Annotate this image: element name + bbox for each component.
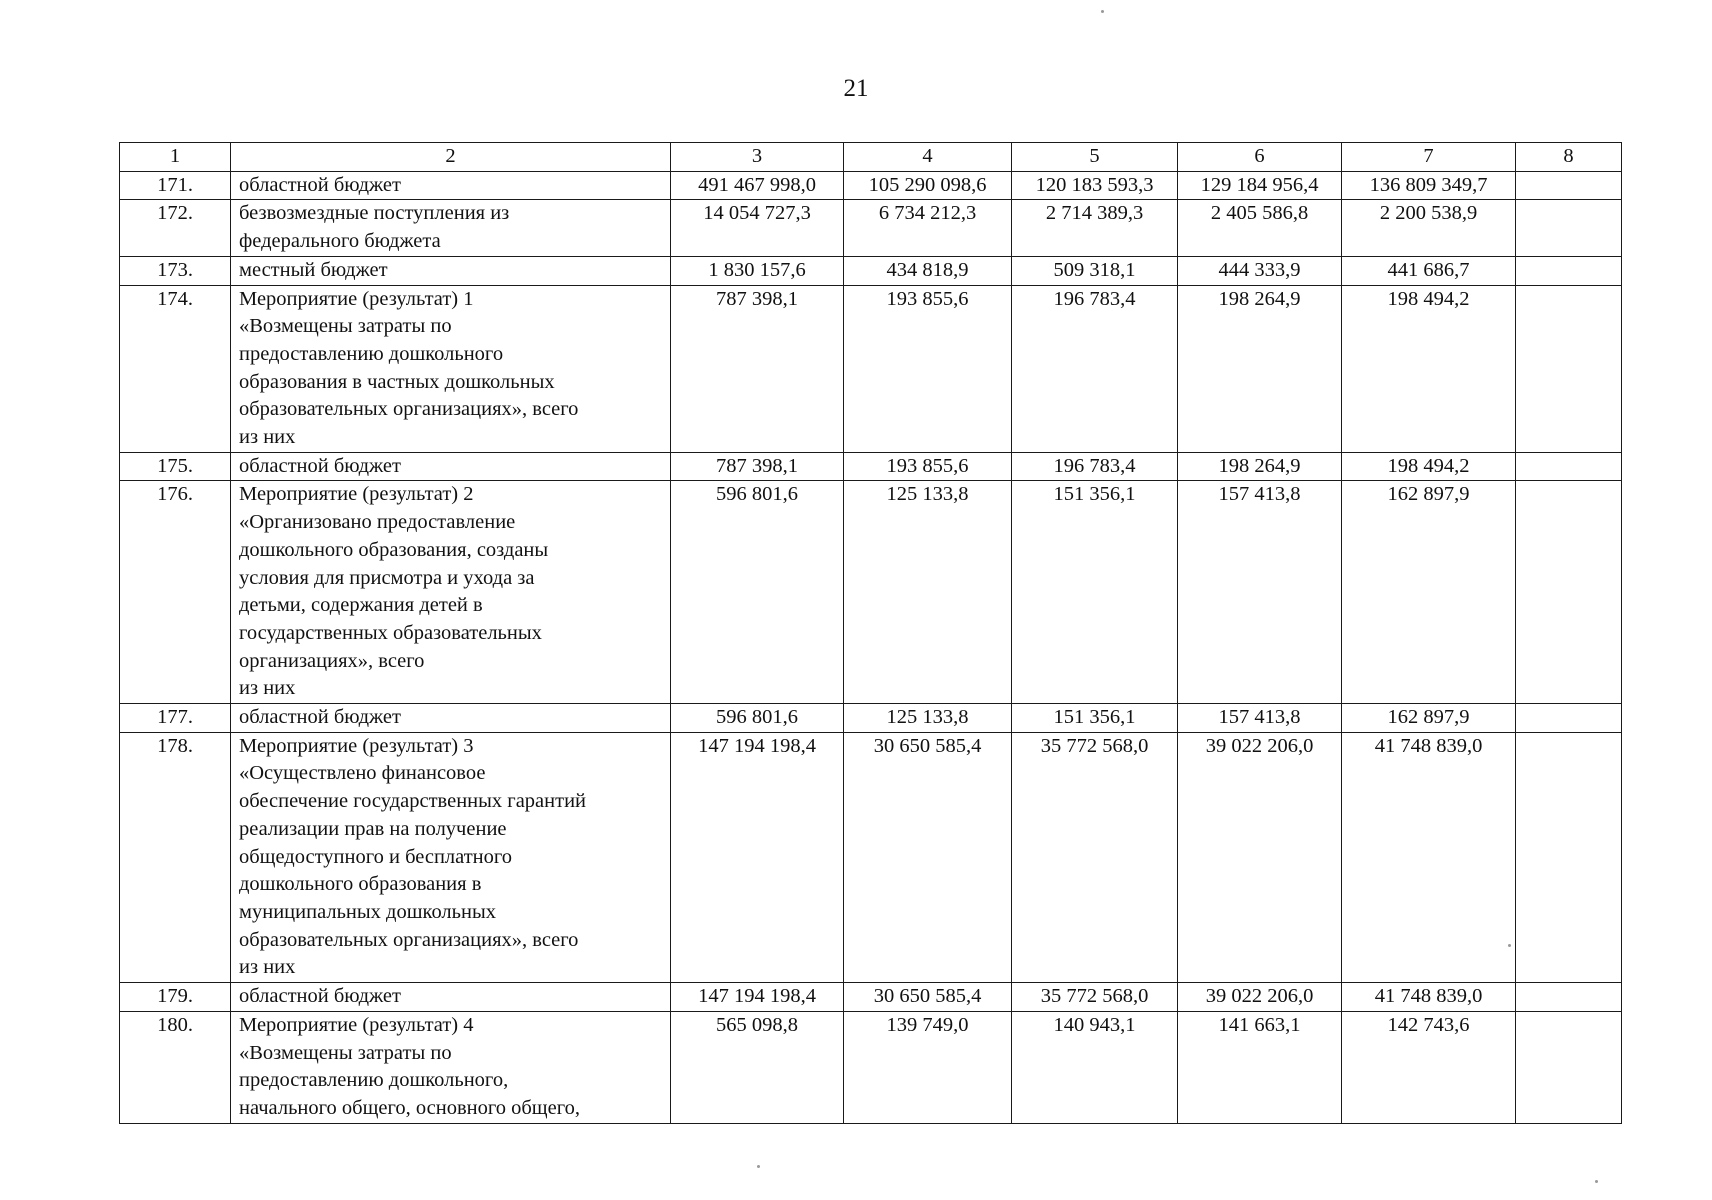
description-line: местный бюджет [239, 258, 388, 281]
row-description [231, 983, 671, 1012]
value-cell-col-5: 151 356,1 [1012, 481, 1178, 704]
value-cell-col-5: 120 183 593,3 [1012, 171, 1178, 200]
description-line: образования в частных дошкольных [239, 370, 555, 393]
table-row [120, 171, 1622, 200]
description-line: областной бюджет [239, 985, 401, 1008]
value-cell-col-5: 2 714 389,3 [1012, 200, 1178, 256]
row-description [231, 1011, 671, 1123]
scan-speck [1508, 944, 1511, 947]
budget-table [119, 142, 1622, 1124]
row-number: 176. [120, 481, 231, 704]
value-cell-col-8 [1516, 983, 1622, 1012]
page-number: 21 [843, 75, 869, 102]
table-row [120, 285, 1622, 452]
value-cell-col-5: 196 783,4 [1012, 452, 1178, 481]
description-line: областной бюджет [239, 706, 401, 729]
value-cell-col-3: 1 830 157,6 [671, 256, 844, 285]
value-cell-col-4: 193 855,6 [844, 285, 1012, 452]
description-line: из них [239, 677, 296, 700]
description-line: из них [239, 426, 296, 449]
description-line: государственных образовательных [239, 621, 542, 644]
value-cell-col-5: 151 356,1 [1012, 704, 1178, 733]
column-header: 6 [1178, 143, 1342, 172]
value-cell-col-4: 30 650 585,4 [844, 983, 1012, 1012]
row-number: 178. [120, 732, 231, 982]
value-cell-col-6: 157 413,8 [1178, 481, 1342, 704]
value-cell-col-5: 196 783,4 [1012, 285, 1178, 452]
row-description [231, 171, 671, 200]
value-cell-col-5: 509 318,1 [1012, 256, 1178, 285]
description-line: общедоступного и бесплатного [239, 845, 513, 868]
value-cell-col-6: 141 663,1 [1178, 1011, 1342, 1123]
column-header: 8 [1516, 143, 1622, 172]
row-description [231, 732, 671, 982]
value-cell-col-3: 14 054 727,3 [671, 200, 844, 256]
value-cell-col-7: 41 748 839,0 [1342, 732, 1516, 982]
value-cell-col-6: 198 264,9 [1178, 285, 1342, 452]
scan-speck [1101, 10, 1104, 13]
description-line: безвозмездные поступления из [239, 202, 510, 225]
row-number: 177. [120, 704, 231, 733]
scan-speck [1595, 1180, 1598, 1183]
column-header: 4 [844, 143, 1012, 172]
row-number: 180. [120, 1011, 231, 1123]
description-line: обеспечение государственных гарантий [239, 790, 587, 813]
value-cell-col-5: 140 943,1 [1012, 1011, 1178, 1123]
row-description [231, 256, 671, 285]
value-cell-col-7: 198 494,2 [1342, 285, 1516, 452]
value-cell-col-8 [1516, 171, 1622, 200]
value-cell-col-6: 157 413,8 [1178, 704, 1342, 733]
description-line: предоставлению дошкольного, [239, 1069, 509, 1092]
value-cell-col-3: 491 467 998,0 [671, 171, 844, 200]
table-row [120, 983, 1622, 1012]
description-line: «Организовано предоставление [239, 511, 516, 534]
value-cell-col-8 [1516, 732, 1622, 982]
column-header: 3 [671, 143, 844, 172]
value-cell-col-8 [1516, 481, 1622, 704]
description-line: «Осуществлено финансовое [239, 762, 486, 785]
value-cell-col-7: 162 897,9 [1342, 704, 1516, 733]
description-line: областной бюджет [239, 454, 401, 477]
value-cell-col-8 [1516, 200, 1622, 256]
row-number: 173. [120, 256, 231, 285]
description-line: реализации прав на получение [239, 817, 507, 840]
table-row [120, 256, 1622, 285]
description-line: предоставлению дошкольного [239, 342, 504, 365]
description-line: «Возмещены затраты по [239, 315, 452, 338]
value-cell-col-5: 35 772 568,0 [1012, 983, 1178, 1012]
value-cell-col-4: 193 855,6 [844, 452, 1012, 481]
description-line: федерального бюджета [239, 230, 441, 253]
value-cell-col-8 [1516, 1011, 1622, 1123]
row-description [231, 452, 671, 481]
column-header: 2 [231, 143, 671, 172]
value-cell-col-3: 596 801,6 [671, 481, 844, 704]
value-cell-col-3: 787 398,1 [671, 452, 844, 481]
row-description [231, 200, 671, 256]
value-cell-col-6: 129 184 956,4 [1178, 171, 1342, 200]
row-number: 179. [120, 983, 231, 1012]
row-description [231, 481, 671, 704]
value-cell-col-7: 2 200 538,9 [1342, 200, 1516, 256]
row-number: 174. [120, 285, 231, 452]
value-cell-col-3: 147 194 198,4 [671, 732, 844, 982]
value-cell-col-7: 162 897,9 [1342, 481, 1516, 704]
value-cell-col-8 [1516, 452, 1622, 481]
value-cell-col-4: 125 133,8 [844, 481, 1012, 704]
description-line: детьми, содержания детей в [239, 594, 483, 617]
value-cell-col-6: 444 333,9 [1178, 256, 1342, 285]
value-cell-col-3: 787 398,1 [671, 285, 844, 452]
table-row [120, 704, 1622, 733]
value-cell-col-7: 142 743,6 [1342, 1011, 1516, 1123]
description-line: Мероприятие (результат) 3 [239, 734, 474, 757]
value-cell-col-8 [1516, 256, 1622, 285]
description-line: образовательных организациях», всего [239, 928, 579, 951]
row-description [231, 704, 671, 733]
column-header: 7 [1342, 143, 1516, 172]
description-line: Мероприятие (результат) 2 [239, 483, 474, 506]
value-cell-col-3: 147 194 198,4 [671, 983, 844, 1012]
description-line: областной бюджет [239, 173, 401, 196]
value-cell-col-4: 6 734 212,3 [844, 200, 1012, 256]
description-line: дошкольного образования, созданы [239, 538, 549, 561]
value-cell-col-4: 30 650 585,4 [844, 732, 1012, 982]
value-cell-col-8 [1516, 285, 1622, 452]
value-cell-col-6: 39 022 206,0 [1178, 983, 1342, 1012]
scan-speck [757, 1165, 760, 1168]
description-line: начального общего, основного общего, [239, 1096, 580, 1119]
table-row [120, 452, 1622, 481]
value-cell-col-6: 2 405 586,8 [1178, 200, 1342, 256]
description-line: муниципальных дошкольных [239, 900, 496, 923]
description-line: Мероприятие (результат) 1 [239, 287, 474, 310]
description-line: дошкольного образования в [239, 873, 482, 896]
value-cell-col-5: 35 772 568,0 [1012, 732, 1178, 982]
description-line: Мероприятие (результат) 4 [239, 1013, 474, 1036]
description-line: организациях», всего [239, 649, 425, 672]
value-cell-col-4: 434 818,9 [844, 256, 1012, 285]
description-line: «Возмещены затраты по [239, 1041, 452, 1064]
row-number: 171. [120, 171, 231, 200]
row-description [231, 285, 671, 452]
value-cell-col-4: 105 290 098,6 [844, 171, 1012, 200]
description-line: условия для присмотра и ухода за [239, 566, 535, 589]
table-row [120, 732, 1622, 982]
value-cell-col-4: 139 749,0 [844, 1011, 1012, 1123]
table-row [120, 200, 1622, 256]
column-header: 1 [120, 143, 231, 172]
value-cell-col-6: 198 264,9 [1178, 452, 1342, 481]
column-header: 5 [1012, 143, 1178, 172]
value-cell-col-6: 39 022 206,0 [1178, 732, 1342, 982]
header-row [120, 143, 1622, 172]
description-line: образовательных организациях», всего [239, 398, 579, 421]
value-cell-col-7: 198 494,2 [1342, 452, 1516, 481]
value-cell-col-3: 565 098,8 [671, 1011, 844, 1123]
value-cell-col-7: 441 686,7 [1342, 256, 1516, 285]
table-row [120, 481, 1622, 704]
table-row [120, 1011, 1622, 1123]
row-number: 172. [120, 200, 231, 256]
value-cell-col-3: 596 801,6 [671, 704, 844, 733]
description-line: из них [239, 956, 296, 979]
row-number: 175. [120, 452, 231, 481]
value-cell-col-7: 41 748 839,0 [1342, 983, 1516, 1012]
value-cell-col-8 [1516, 704, 1622, 733]
value-cell-col-7: 136 809 349,7 [1342, 171, 1516, 200]
value-cell-col-4: 125 133,8 [844, 704, 1012, 733]
